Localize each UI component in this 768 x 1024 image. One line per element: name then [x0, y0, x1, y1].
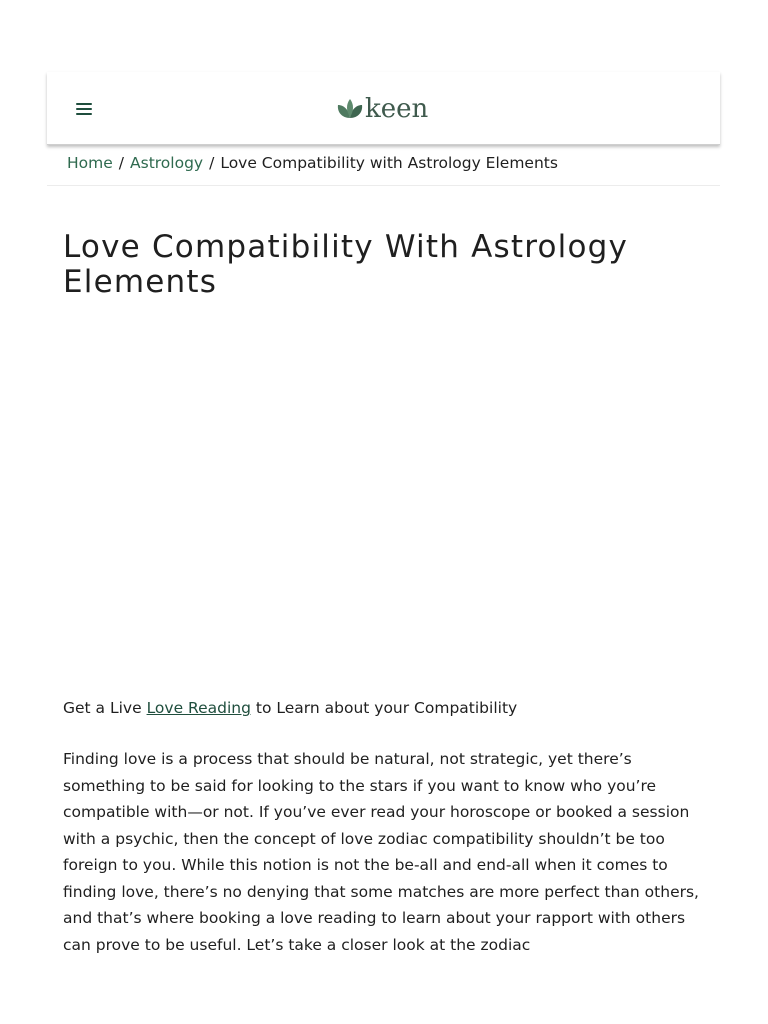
keen-logo[interactable]	[336, 94, 428, 124]
breadcrumb-astrology-link[interactable]: Astrology	[130, 154, 204, 172]
love-reading-link[interactable]: Love Reading	[146, 699, 251, 717]
breadcrumb-current: Love Compatibility with Astrology Elements	[220, 154, 558, 172]
leaf-flower-icon	[336, 97, 364, 121]
cta-suffix: to Learn about your Compatibility	[250, 699, 518, 717]
article-paragraph: Finding love is a process that should be natural, not strategic, yet there’s something to be said for looking to the stars if you want to know who you’re compatible with—or not. If you’ve ever read your horoscope or booked a session with a psychic, then the concept of love zodiac compatibility shouldn’t be too foreign to you. While this notion is not the be-all and end-all when it comes to finding love, there’s no denying that some matches are more perfect than others, and that’s where booking a love reading to learn about your rapport with others can prove to be useful. Let’s take a closer look at the zodiac	[63, 750, 699, 954]
love-reading-cta	[63, 695, 517, 721]
hamburger-menu-icon[interactable]	[73, 98, 95, 120]
breadcrumb-separator: /	[118, 154, 125, 172]
logo-text: keen	[365, 94, 429, 124]
cta-prefix: Get a Live	[63, 699, 147, 717]
site-header	[47, 72, 720, 145]
breadcrumb-separator: /	[209, 154, 215, 172]
breadcrumb	[47, 145, 720, 186]
page-title: Love Compatibility With Astrology Elements	[63, 229, 629, 300]
empty-content-area	[63, 327, 703, 667]
breadcrumb-home-link[interactable]: Home	[67, 154, 113, 172]
page-frame	[47, 72, 720, 1024]
